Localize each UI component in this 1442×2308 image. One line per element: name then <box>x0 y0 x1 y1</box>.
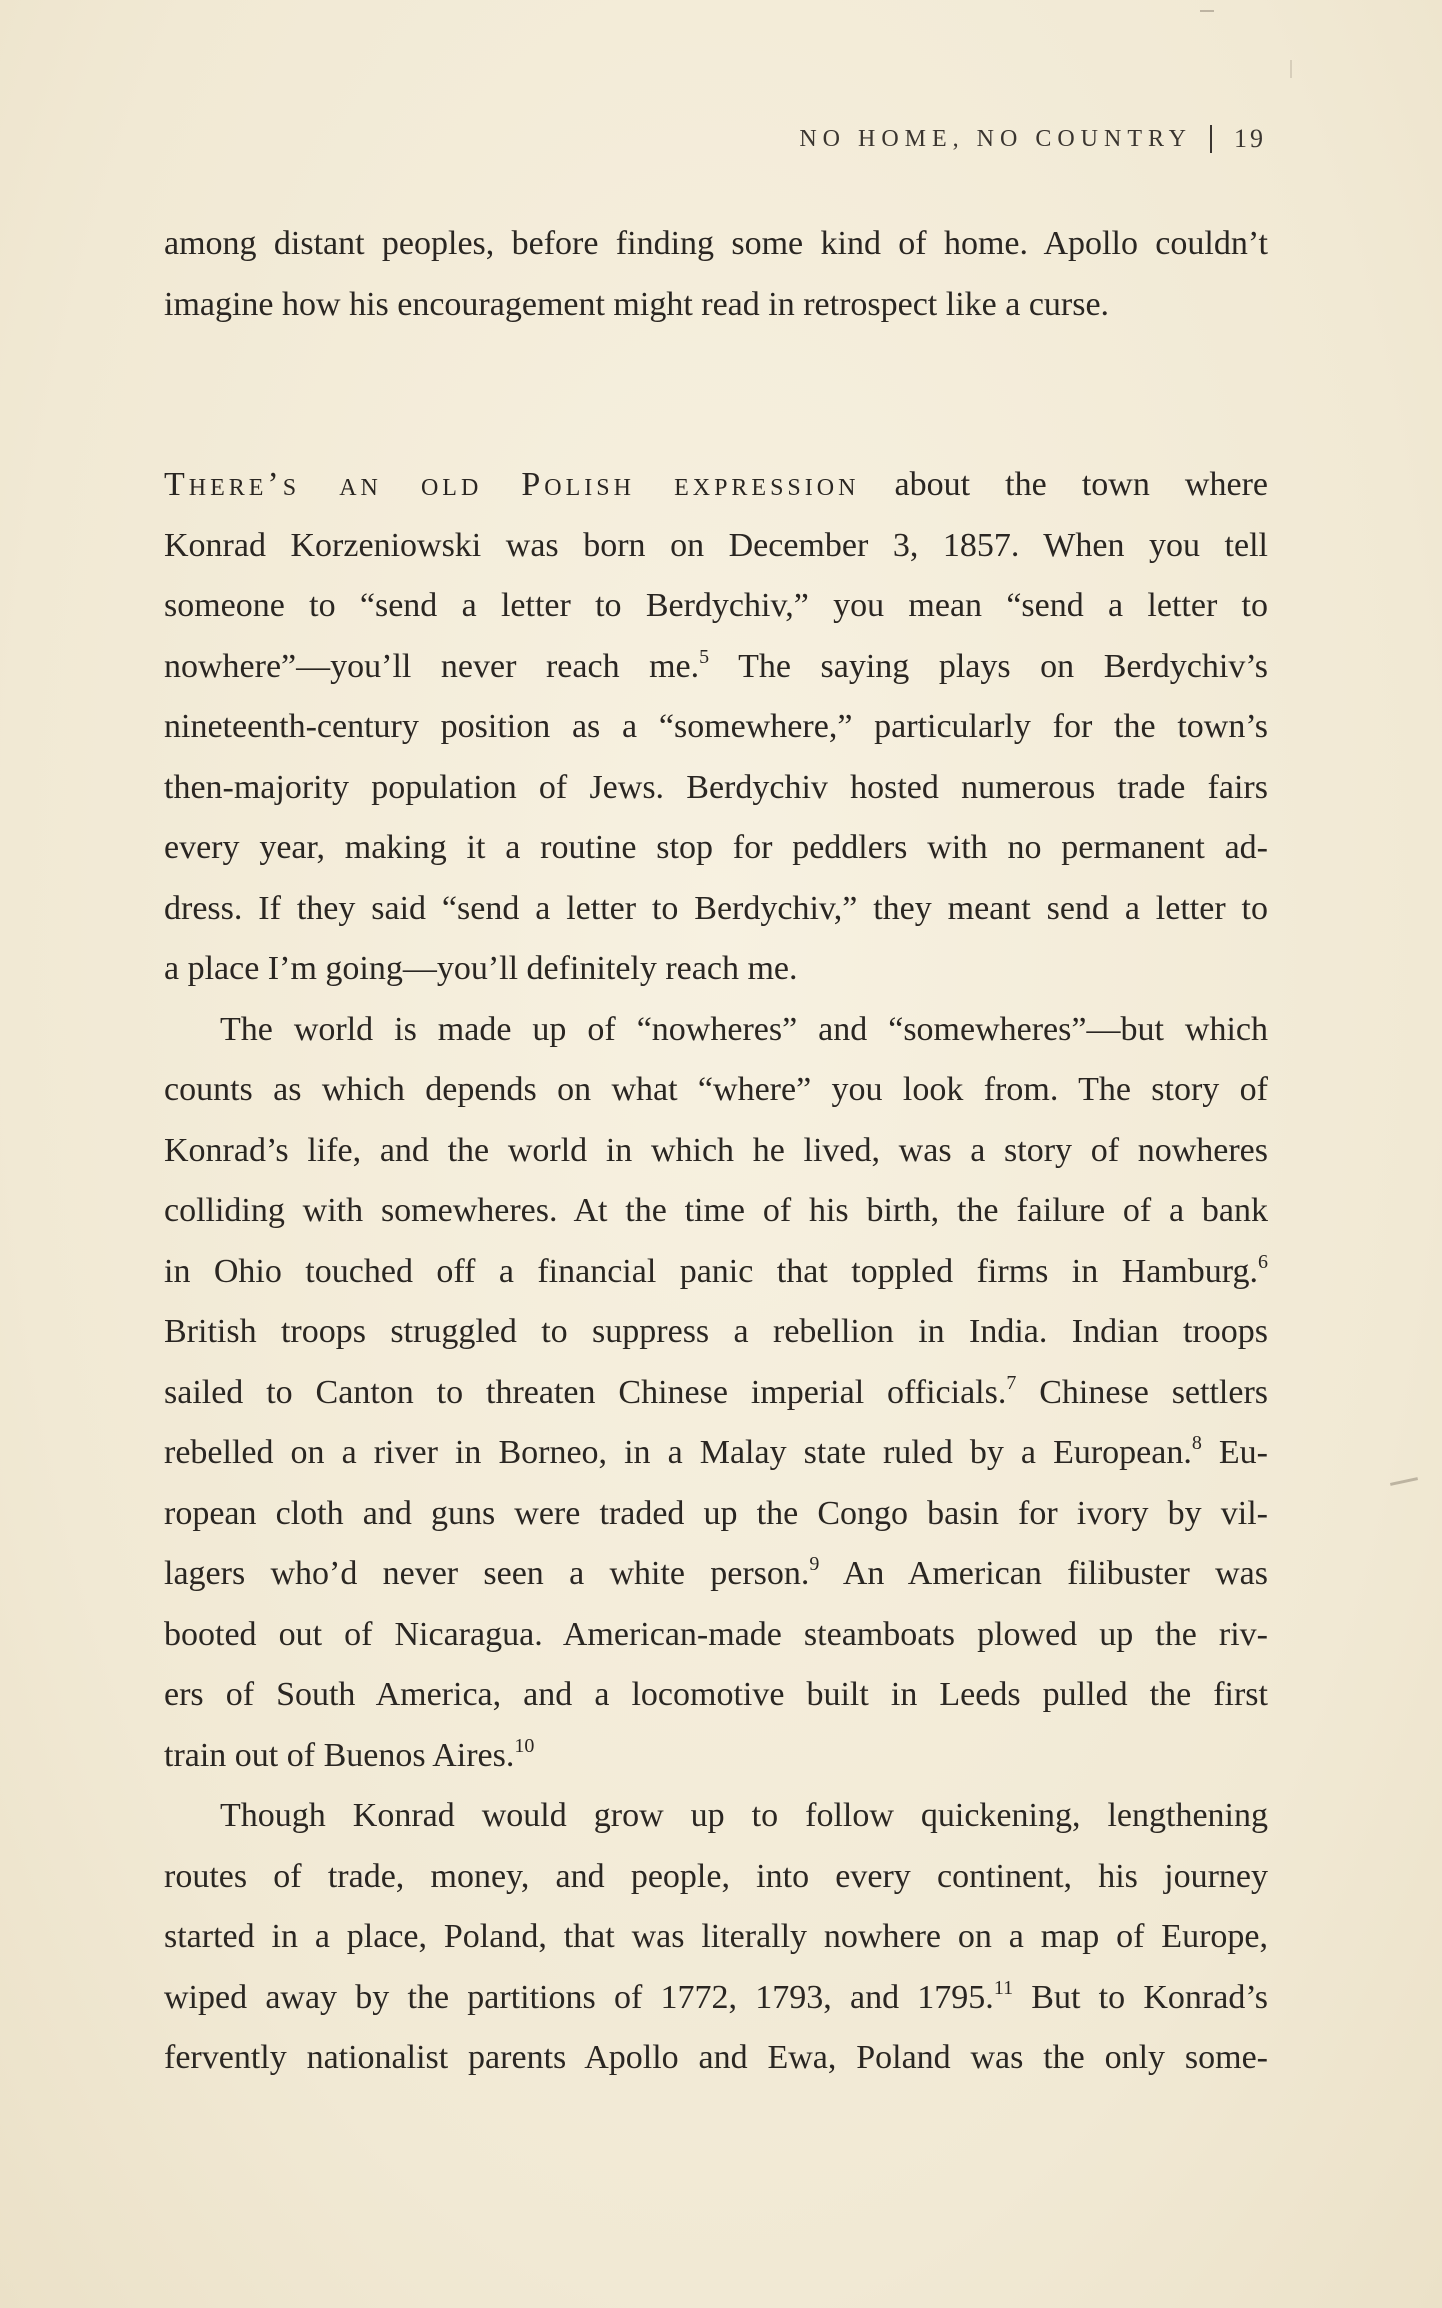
text-span: sailed to Canton to threaten Chinese imperial officials. <box>164 1373 1007 1411</box>
text-line <box>164 1726 1268 1787</box>
page-number: 19 <box>1234 124 1266 153</box>
text-line: ers of South America, and a locomotive built in Leeds pulled the first <box>164 1676 1268 1713</box>
section-body <box>164 455 1268 2089</box>
text-line: fervently nationalist parents Apollo and Ewa, Poland was the only some- <box>164 2039 1268 2076</box>
header-separator <box>1210 125 1212 153</box>
text-span: train out of Buenos Aires. <box>164 1736 515 1774</box>
scan-mark <box>1290 60 1292 78</box>
scan-mark <box>1200 10 1214 12</box>
text-span: But to Konrad’s <box>1013 1978 1268 2016</box>
scan-mark <box>1390 1477 1418 1486</box>
text-line <box>164 637 1268 698</box>
text-line: The world is made up of “nowheres” and “somewheres”—but which <box>220 1010 1268 1048</box>
text-line: someone to “send a letter to Berdychiv,” you mean “send a letter to <box>164 587 1268 624</box>
text-line: booted out of Nicaragua. American-made steamboats plowed up the riv- <box>164 1615 1268 1653</box>
text-span: nowhere”—you’ll never reach me. <box>164 647 700 685</box>
footnote-ref[interactable]: 11 <box>993 1976 1014 1999</box>
footnote-ref[interactable]: 7 <box>1006 1371 1017 1394</box>
text-line <box>164 1544 1268 1605</box>
text-line <box>164 455 1268 516</box>
text-line: colliding with somewheres. At the time of his birth, the failure of a bank <box>164 1192 1268 1229</box>
text-span: rebelled on a river in Borneo, in a Malay state ruled by a European. <box>164 1434 1192 1471</box>
footnote-ref[interactable]: 8 <box>1191 1432 1202 1454</box>
running-title: NO HOME, NO COUNTRY <box>799 125 1192 152</box>
text-span: about the town where <box>859 466 1268 503</box>
text-line: ropean cloth and guns were traded up the Congo basin for ivory by vil- <box>164 1494 1268 1532</box>
section-lead-in: There’s an old Polish expression <box>164 466 860 503</box>
text-span: Eu- <box>1201 1434 1268 1471</box>
text-line: then-majority population of Jews. Berdychiv hosted numerous trade fairs <box>164 768 1268 806</box>
text-span: in Ohio touched off a financial panic that toppled firms in Hamburg. <box>164 1252 1258 1290</box>
text-line: Though Konrad would grow up to follow quickening, lengthening <box>220 1797 1268 1834</box>
text-span: Chinese settlers <box>1016 1373 1268 1411</box>
text-line: Konrad’s life, and the world in which he lived, was a story of nowheres <box>164 1131 1268 1169</box>
text-line: imagine how his encouragement might read in retrospect like a curse. <box>164 285 1110 323</box>
text-line: British troops struggled to suppress a rebellion in India. Indian troops <box>164 1313 1268 1350</box>
running-head <box>799 124 1266 154</box>
text-line: started in a place, Poland, that was literally nowhere on a map of Europe, <box>164 1918 1268 1955</box>
text-line <box>164 1423 1268 1484</box>
text-line: every year, making it a routine stop for peddlers with no permanent ad- <box>164 829 1268 866</box>
text-span: The saying plays on Berdychiv’s <box>709 647 1268 685</box>
paragraph-continued <box>164 214 1268 335</box>
text-line: dress. If they said “send a letter to Berdychiv,” they meant send a letter to <box>164 889 1268 927</box>
footnote-ref[interactable]: 6 <box>1258 1250 1268 1273</box>
text-line: a place I’m going—you’ll definitely reach me. <box>164 950 798 987</box>
text-line: among distant peoples, before finding some kind of home. Apollo couldn’t <box>164 225 1268 262</box>
text-line <box>164 1242 1268 1303</box>
text-line: routes of trade, money, and people, into every continent, his journey <box>164 1857 1268 1895</box>
text-span: lagers who’d never seen a white person. <box>164 1555 810 1592</box>
text-line: nineteenth-century position as a “somewhere,” particularly for the town’s <box>164 708 1268 745</box>
footnote-ref[interactable]: 10 <box>514 1734 535 1757</box>
text-span: wiped away by the partitions of 1772, 1793, and 1795. <box>164 1978 994 2016</box>
footnote-ref[interactable]: 5 <box>699 645 710 668</box>
footnote-ref[interactable]: 9 <box>809 1553 820 1575</box>
text-span: An American filibuster was <box>819 1555 1268 1592</box>
text-line <box>164 1968 1268 2029</box>
text-line: counts as which depends on what “where” you look from. The story of <box>164 1071 1268 1108</box>
text-line <box>164 1363 1268 1424</box>
text-line: Konrad Korzeniowski was born on December 3, 1857. When you tell <box>164 526 1268 564</box>
